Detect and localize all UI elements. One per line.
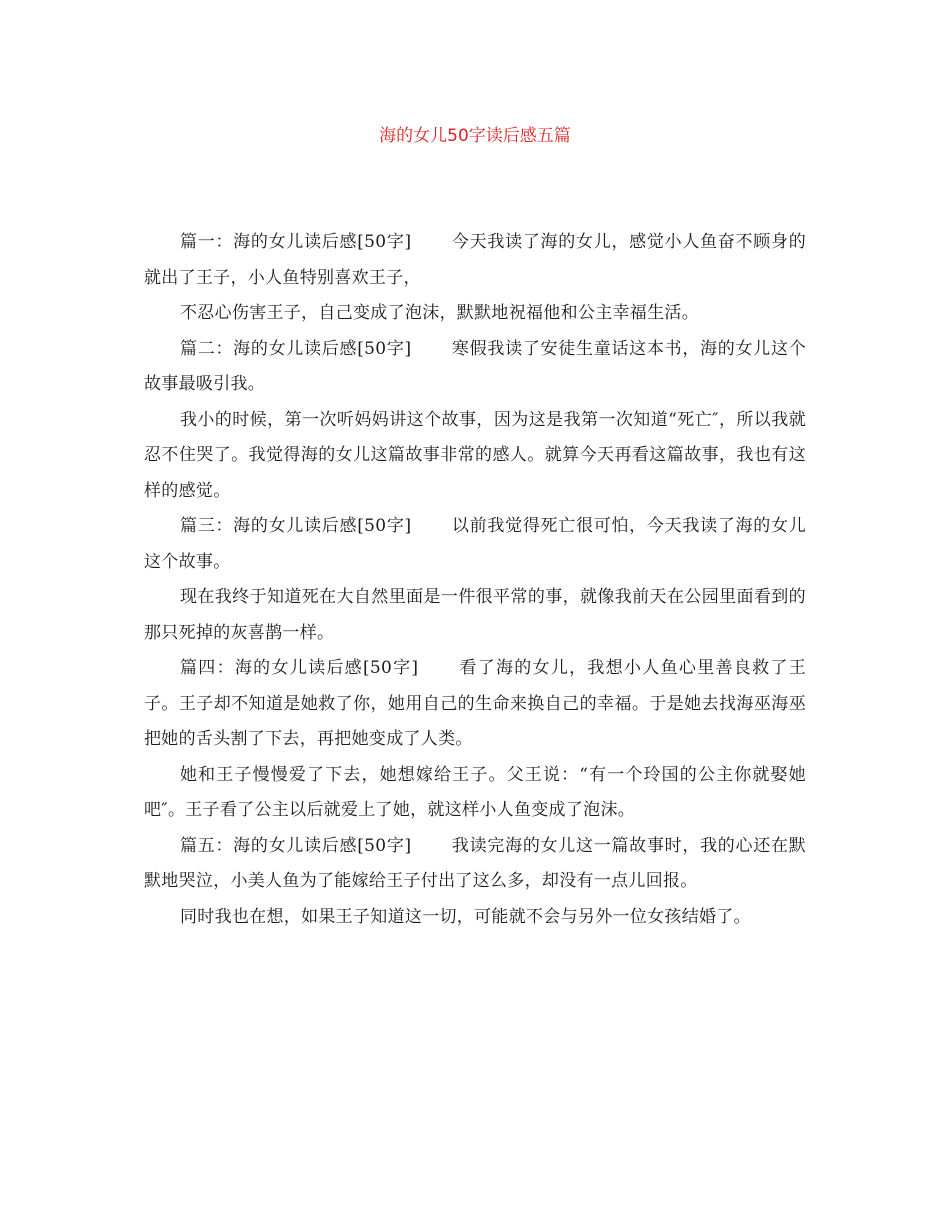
paragraph-text: 以前我觉得死亡很可怕，今天我读了海的女儿这个故事。	[144, 516, 806, 572]
paragraph-text: 寒假我读了安徒生童话这本书，海的女儿这个故事最吸引我。	[144, 338, 806, 394]
paragraph-text: 她和王子慢慢爱了下去，她想嫁给王子。父王说：“有一个玲国的公主你就娶她吧″。王子看了公主以后就爱上了她，就这样小人鱼变成了泡沫。	[144, 764, 806, 820]
document-body	[144, 225, 806, 935]
paragraph-9	[144, 829, 806, 900]
section-heading-2: 篇二：海的女儿读后感[50字]	[180, 338, 412, 359]
paragraph-text: 我读完海的女儿这一篇故事时，我的心还在默默地哭泣，小美人鱼为了能嫁给王子付出了这么多，却没有一点儿回报。	[144, 835, 806, 891]
paragraph-text: 我小的时候，第一次听妈妈讲这个故事，因为这是我第一次知道“死亡″，所以我就忍不住哭了。我觉得海的女儿这篇故事非常的感人。就算今天再看这篇故事，我也有这样的感觉。	[144, 409, 806, 501]
document-title: 海的女儿50字读后感五篇	[379, 126, 571, 146]
section-heading-4: 篇四：海的女儿读后感[50字]	[180, 658, 419, 678]
paragraph-1	[144, 225, 806, 296]
paragraph-2	[144, 296, 806, 332]
paragraph-text: 不忍心伤害王子，自己变成了泡沫，默默地祝福他和公主幸福生活。	[180, 303, 699, 323]
paragraph-8	[144, 758, 806, 829]
paragraph-text: 现在我终于知道死在大自然里面是一件很平常的事，就像我前天在公园里面看到的那只死掉的灰喜鹊一样。	[144, 587, 806, 643]
paragraph-10	[144, 900, 806, 936]
paragraph-6	[144, 580, 806, 651]
paragraph-text: 看了海的女儿，我想小人鱼心里善良救了王子。王子却不知道是她救了你，她用自己的生命来换自己的幸福。于是她去找海巫海巫把她的舌头割了下去，再把她变成了人类。	[144, 658, 806, 749]
section-heading-5: 篇五：海的女儿读后感[50字]	[180, 835, 412, 856]
section-heading-3: 篇三：海的女儿读后感[50字]	[180, 516, 412, 536]
paragraph-text: 今天我读了海的女儿，感觉小人鱼奋不顾身的就出了王子，小人鱼特别喜欢王子，	[144, 232, 806, 288]
section-heading-1: 篇一：海的女儿读后感[50字]	[180, 232, 412, 252]
paragraph-4	[144, 403, 806, 510]
paragraph-3	[144, 332, 806, 403]
paragraph-7	[144, 651, 806, 758]
paragraph-5	[144, 509, 806, 580]
paragraph-text: 同时我也在想，如果王子知道这一切，可能就不会与另外一位女孩结婚了。	[180, 906, 751, 927]
